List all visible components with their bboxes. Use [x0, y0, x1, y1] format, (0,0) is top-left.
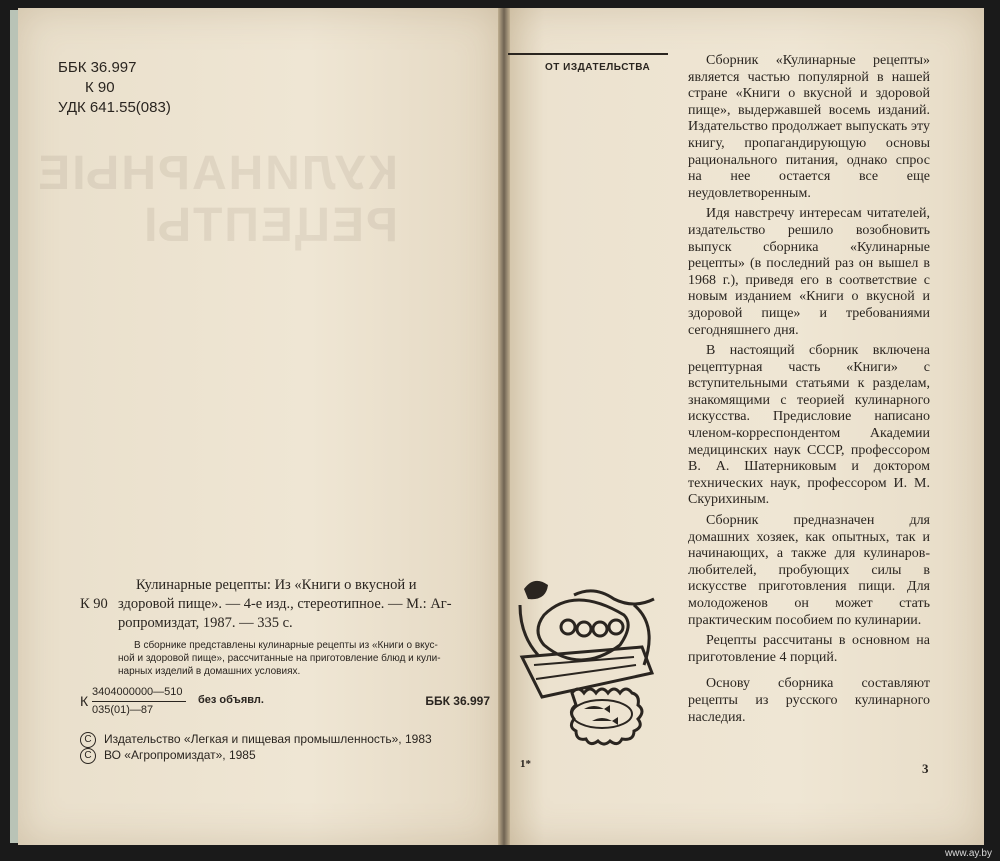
- ghost-line: РЕЦЕПТЫ: [142, 199, 398, 252]
- annotation-line: нарных изделий в домашних условиях.: [118, 666, 301, 677]
- biblio-line: здоровой пище». — 4-е изд., стереотипное. — М.: Аг-: [118, 596, 452, 612]
- annotation: [80, 639, 492, 678]
- signature-mark: 1*: [520, 758, 531, 770]
- section-header: ОТ ИЗДАТЕЛЬСТВА: [545, 62, 651, 73]
- biblio-line: ропромиздат, 1987. — 335 с.: [118, 615, 293, 631]
- bbk-code: ББК 36.997: [425, 694, 490, 708]
- site-watermark: www.ay.by: [944, 848, 992, 859]
- paragraph: Рецепты рассчитаны в основном на приготовление 4 порций.: [688, 633, 930, 665]
- food-ornament-illustration: [514, 575, 668, 749]
- paragraph: Основу сборника составляют рецепты из русского кулинарного наследия.: [688, 676, 930, 725]
- copyright-line: [80, 732, 492, 748]
- code-numerator: 3404000000—510: [92, 686, 183, 698]
- copyright-text: ВО «Агропромиздат», 1985: [104, 748, 256, 763]
- paragraph: Сборник «Кулинарные рецепты» является частью популярной в нашей стране «Книги о вкусной и здоровой пище», выдержавшей восемь изданий. Издательство продолжает выпускать эту книгу, пропагандирующую основы рационального питания, однако спрос на нее остается все еще неудовлетворенным.: [688, 53, 930, 201]
- code-letter: К: [80, 693, 89, 709]
- foreword-text: [688, 53, 930, 730]
- catalog-code: [80, 684, 492, 726]
- annotation-line: ной и здоровой пище», рассчитанные на приготовление блюд и кули-: [118, 653, 441, 664]
- biblio-line: Кулинарные рецепты: Из «Книги о вкусной и: [136, 577, 417, 593]
- bbk-code: ББК 36.997: [58, 59, 137, 76]
- header-rule: [508, 53, 668, 55]
- copyright-line: [80, 748, 492, 764]
- classification-block: [58, 58, 171, 118]
- copyright-text: Издательство «Легкая и пищевая промышленность», 1983: [104, 732, 432, 747]
- no-advertisement-note: без объявл.: [198, 694, 264, 706]
- fraction-line: [92, 701, 186, 702]
- paragraph: В настоящий сборник включена рецептурная часть «Книги» с вступительными статьями к разделам, знакомящими с теорией кулинарного искусства. Предисловие написано членом-корреспондентом Академии медицинских наук СССР, профессором В. А. Шатерниковым и доктором технических наук, профессором И. М. Скурихиным.: [688, 343, 930, 508]
- ghost-line: КУЛИНАРНЫЕ: [36, 147, 398, 200]
- paragraph: Сборник предназначен для домашних хозяек, как опытных, так и начинающих, а также для кулинаров-любителей, пробующих силы в искусстве приготовления пищи. Для молодоженов он может стать практическим пособием по кулинарии.: [688, 513, 930, 628]
- copyright-icon: C: [80, 732, 96, 748]
- udk-code: УДК 641.55(083): [58, 99, 171, 116]
- author-mark: К 90: [80, 596, 108, 612]
- page-edge: [10, 10, 18, 843]
- page-number: 3: [922, 761, 929, 776]
- author-mark: К 90: [85, 79, 115, 96]
- bibliographic-record: [80, 576, 492, 764]
- code-denominator: 035(01)—87: [92, 704, 154, 716]
- copyright-block: [80, 732, 492, 764]
- annotation-line: В сборнике представлены кулинарные рецепты из «Книги о вкус-: [134, 640, 438, 651]
- copyright-icon: C: [80, 748, 96, 764]
- show-through-title: [36, 147, 398, 252]
- paragraph: Идя навстречу интересам читателей, издательство решило возобновить выпуск сборника «Кулинарные рецепты» (в последний раз он вышел в 1968 г.), приведя его в соответствие с новым изданием «Книги о вкусной и здоровой пище» и требованиями сегодняшнего дня.: [688, 206, 930, 338]
- book-spine: [498, 8, 510, 845]
